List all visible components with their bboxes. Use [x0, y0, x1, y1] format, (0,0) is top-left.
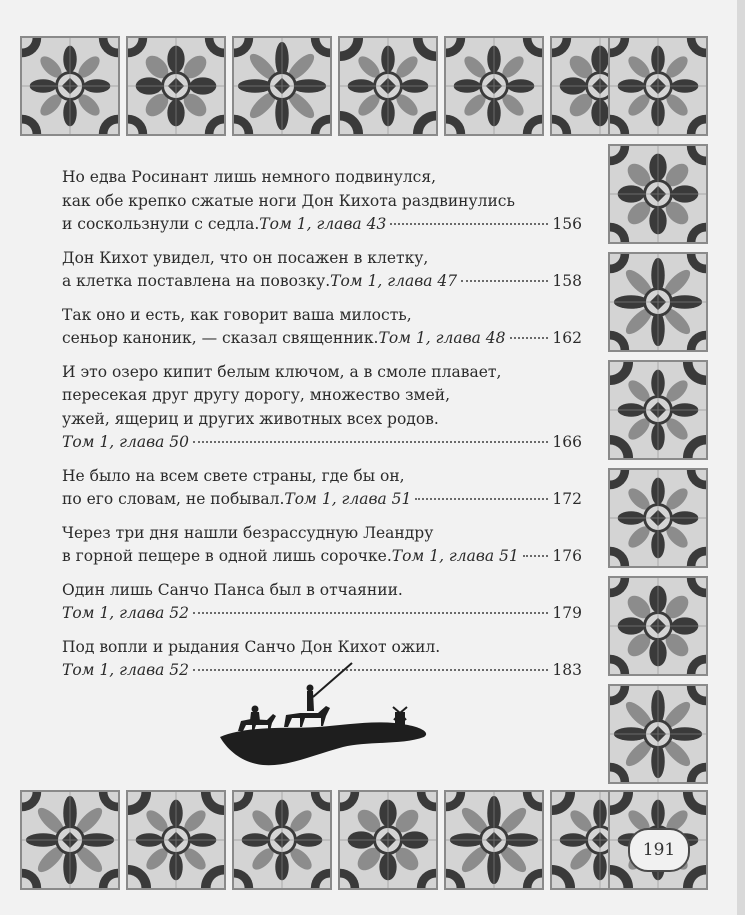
page-ref: 158	[552, 272, 582, 290]
entry-line: Один лишь Санчо Панса был в отчаянии.	[62, 580, 403, 599]
entry-line: а клетка поставлена на повозку.	[62, 272, 331, 290]
contents-entry	[62, 247, 582, 294]
entry-line: Через три дня нашли безрассудную Леандру	[62, 523, 434, 542]
chapter-ref: Том 1, глава 52	[62, 661, 190, 679]
leader-dots	[510, 337, 549, 339]
page-number-badge: 191	[628, 828, 690, 872]
page-ref: 156	[552, 215, 582, 233]
chapter-ref: Том 1, глава 48	[378, 329, 506, 347]
page-ref: 162	[552, 329, 582, 347]
azulejo-tile	[608, 360, 708, 460]
entry-line: и соскользнули с седла.	[62, 215, 260, 233]
page-ref: 183	[552, 661, 582, 679]
azulejo-tile	[126, 36, 226, 136]
entry-line: Так оно и есть, как говорит ваша милость,	[62, 305, 412, 324]
azulejo-tile	[20, 36, 120, 136]
azulejo-tile	[126, 790, 226, 890]
contents-entry	[62, 465, 582, 512]
contents-entry	[62, 166, 582, 237]
contents-list	[62, 166, 582, 693]
leader-dots	[390, 223, 548, 225]
chapter-ref: Том 1, глава 51	[391, 547, 519, 565]
entry-line: ужей, ящериц и других животных всех родов.	[62, 409, 439, 428]
leader-dots	[461, 280, 548, 282]
entry-line: Дон Кихот увидел, что он посажен в клетку,	[62, 248, 429, 267]
entry-line: в горной пещере в одной лишь сорочке.	[62, 547, 392, 565]
entry-line: пересекая друг другу дорогу, множество змей,	[62, 386, 451, 404]
azulejo-tile	[608, 576, 708, 676]
azulejo-tile	[608, 36, 708, 136]
azulejo-tile	[608, 252, 708, 352]
page-ref: 166	[552, 433, 582, 451]
azulejo-tile	[608, 468, 708, 568]
azulejo-tile	[444, 36, 544, 136]
chapter-ref: Том 1, глава 47	[330, 272, 458, 290]
azulejo-tile	[20, 790, 120, 890]
chapter-ref: Том 1, глава 43	[259, 215, 387, 233]
azulejo-tile	[338, 790, 438, 890]
chapter-ref: Том 1, глава 50	[62, 433, 190, 451]
entry-line: по его словам, не побывал.	[62, 490, 285, 508]
azulejo-tile	[608, 144, 708, 244]
page-ref: 172	[552, 490, 582, 508]
contents-entry	[62, 361, 582, 455]
page-ref: 176	[552, 547, 582, 565]
contents-entry	[62, 522, 582, 569]
leader-dots	[193, 612, 548, 614]
azulejo-tile	[232, 790, 332, 890]
don-quixote-sancho-silhouette-icon	[218, 655, 438, 770]
entry-line: как обе крепко сжатые ноги Дон Кихота раздвинулись	[62, 191, 515, 210]
entry-line: сеньор каноник, — сказал священник.	[62, 329, 379, 347]
azulejo-tile	[338, 36, 438, 136]
entry-line: Под вопли и рыдания Санчо Дон Кихот ожил.	[62, 637, 441, 656]
chapter-ref: Том 1, глава 51	[284, 490, 412, 508]
contents-entry	[62, 304, 582, 351]
page-ref: 179	[552, 604, 582, 622]
azulejo-tile	[608, 684, 708, 784]
contents-entry	[62, 579, 582, 626]
entry-line: Но едва Росинант лишь немного подвинулся,	[62, 168, 437, 186]
page-edge	[737, 0, 745, 915]
azulejo-tile	[232, 36, 332, 136]
entry-line: И это озеро кипит белым ключом, а в смоле плавает,	[62, 362, 502, 381]
leader-dots	[193, 441, 548, 443]
azulejo-tile	[444, 790, 544, 890]
leader-dots	[523, 555, 549, 557]
chapter-ref: Том 1, глава 52	[62, 604, 190, 622]
leader-dots	[415, 498, 548, 500]
entry-line: Не было на всем свете страны, где бы он,	[62, 466, 405, 485]
